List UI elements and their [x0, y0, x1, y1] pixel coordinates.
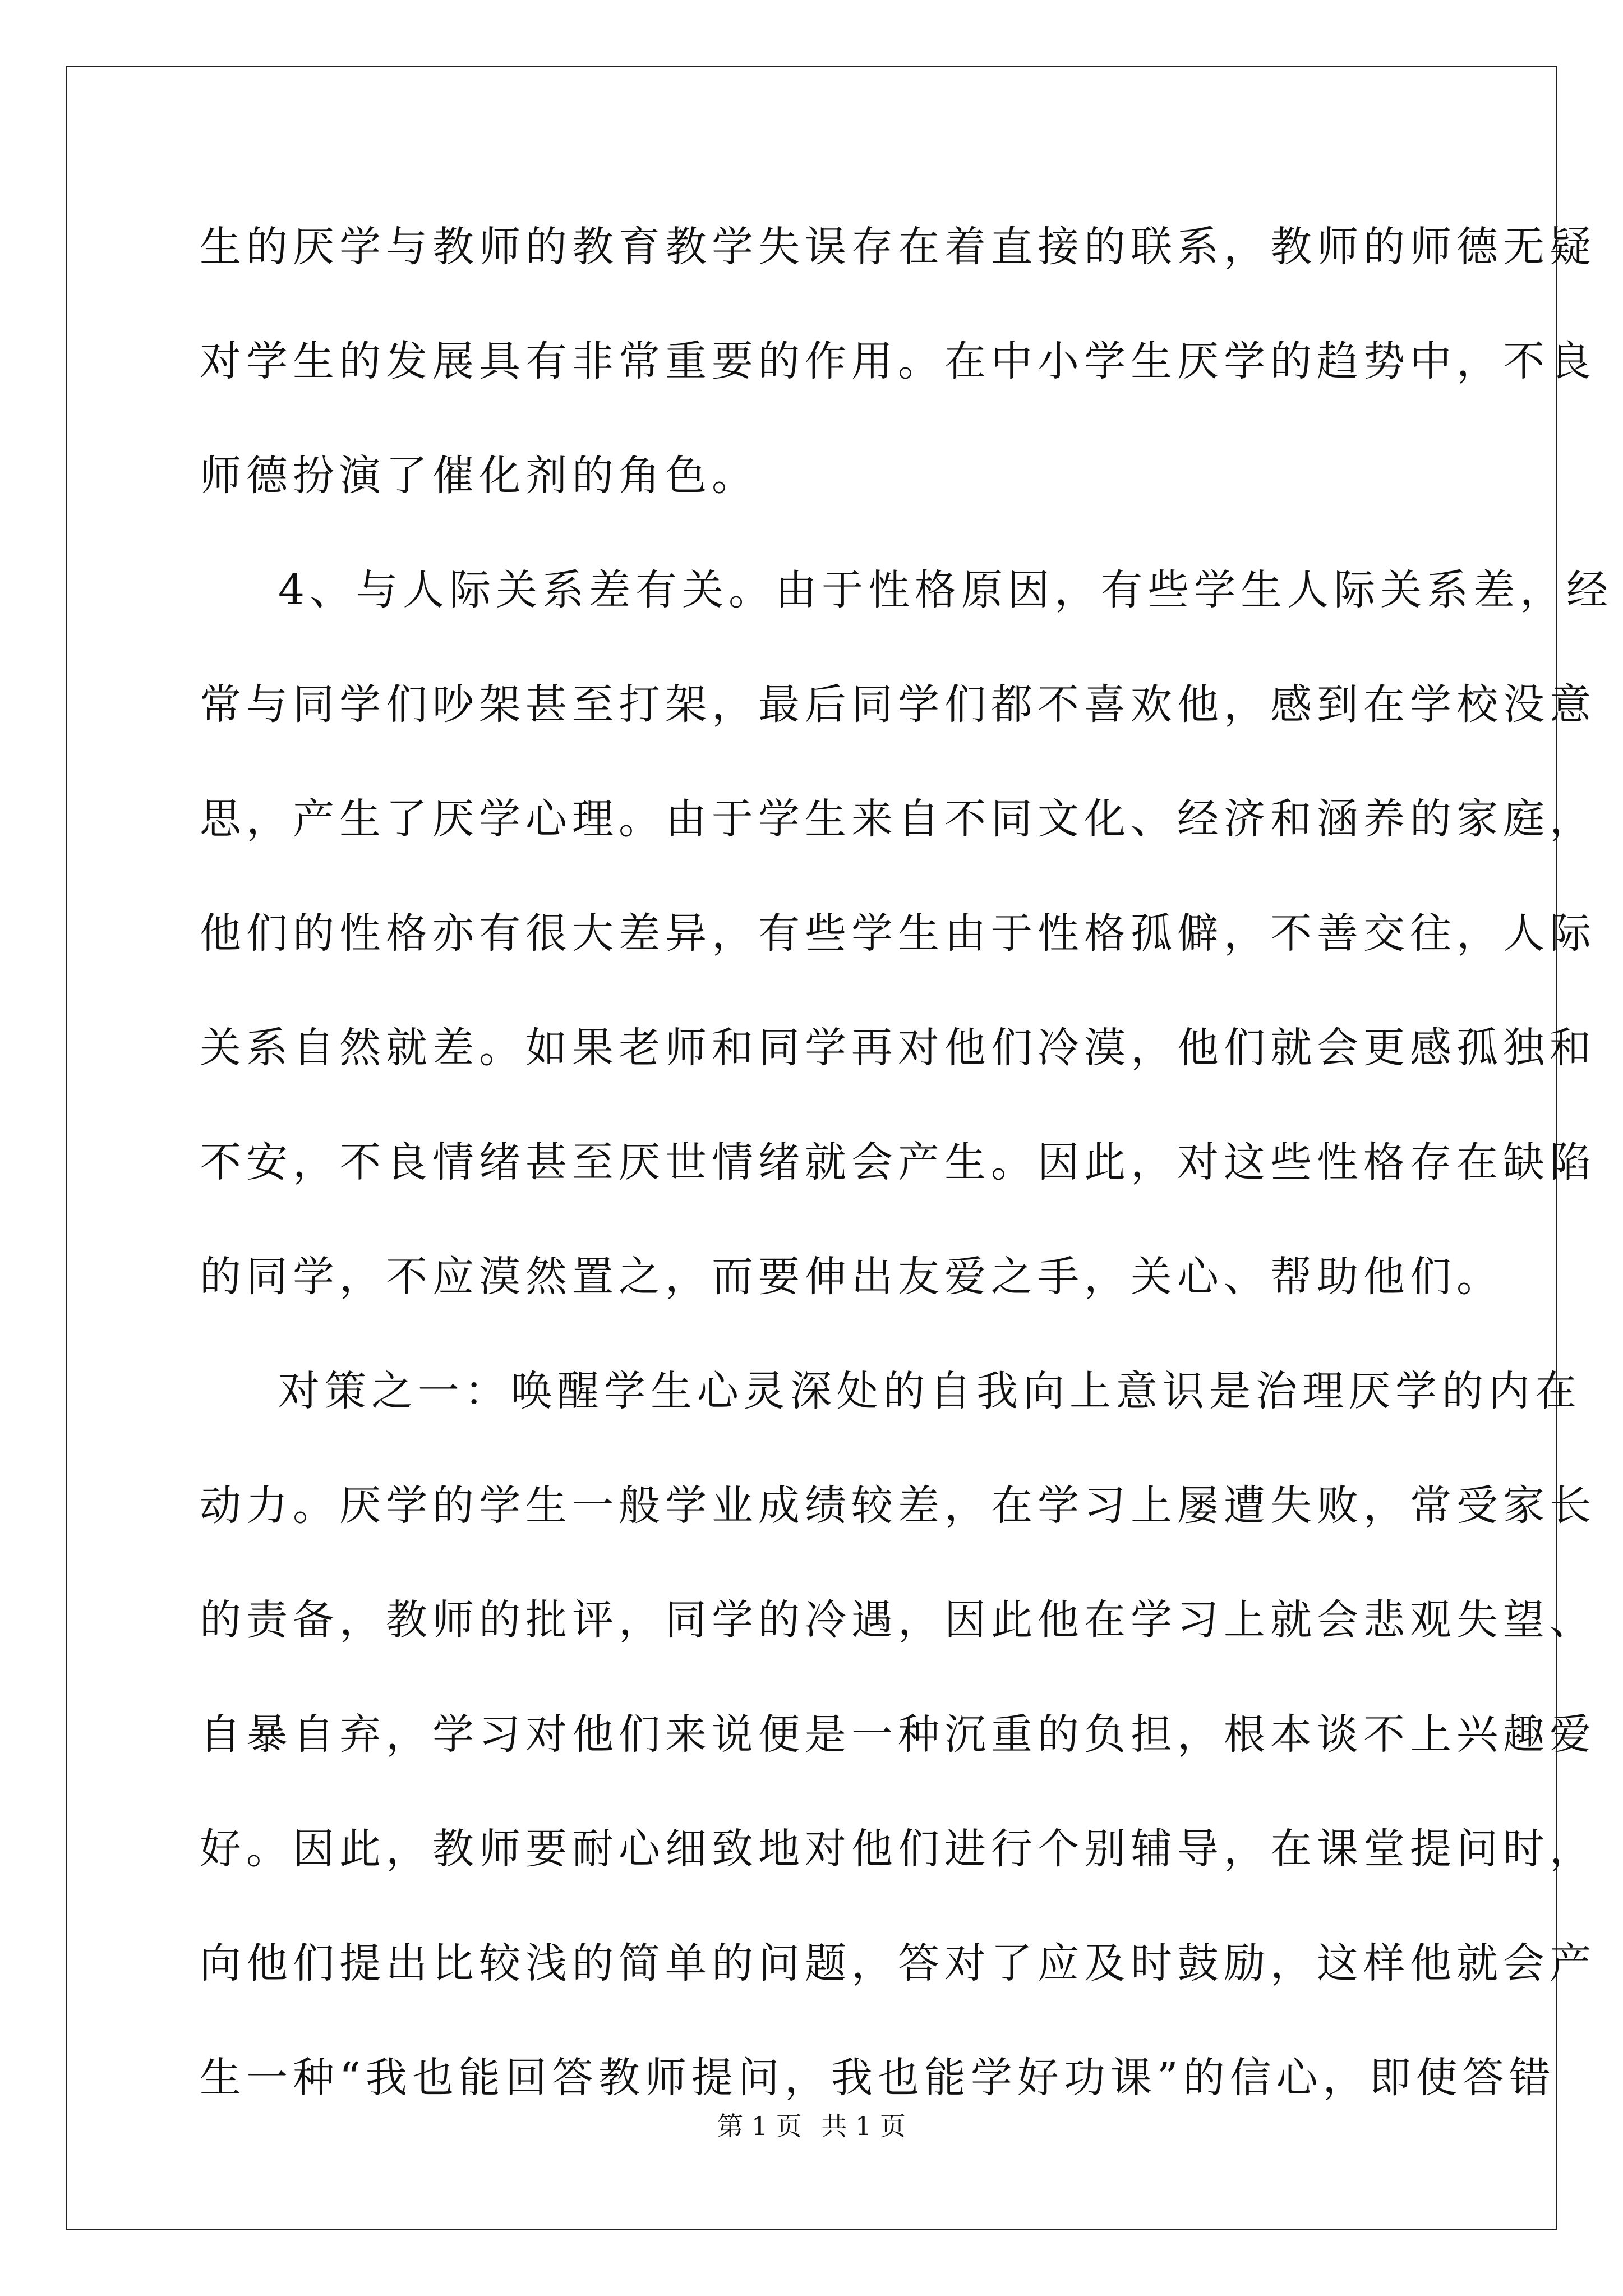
text-line: 的责备，教师的批评，同学的冷遇，因此他在学习上就会悲观失望、	[200, 1596, 1596, 1644]
text-line: 好。因此，教师要耐心细致地对他们进行个别辅导，在课堂提问时，	[200, 1825, 1596, 1873]
text-line: 他们的性格亦有很大差异，有些学生由于性格孤僻，不善交往，人际	[200, 909, 1596, 958]
text-line: 生的厌学与教师的教育教学失误存在着直接的联系，教师的师德无疑	[200, 223, 1596, 271]
text-line: 思，产生了厌学心理。由于学生来自不同文化、经济和涵养的家庭，	[200, 795, 1596, 843]
page-footer	[0, 2109, 1623, 2143]
text-line: 常与同学们吵架甚至打架，最后同学们都不喜欢他，感到在学校没意	[200, 680, 1596, 729]
page-number: 第 1 页	[717, 2111, 802, 2141]
text-line: 对学生的发展具有非常重要的作用。在中小学生厌学的趋势中，不良	[200, 337, 1596, 385]
text-line: 师德扮演了催化剂的角色。	[200, 452, 758, 500]
text-line: 动力。厌学的学生一般学业成绩较差，在学习上屡遭失败，常受家长	[200, 1481, 1596, 1530]
document-body	[200, 213, 1613, 2159]
paragraph-start-line: 4、与人际关系差有关。由于性格原因，有些学生人际关系差，经	[278, 566, 1613, 614]
text-line: 的同学，不应漠然置之，而要伸出友爱之手，关心、帮助他们。	[200, 1253, 1503, 1301]
text-line: 向他们提出比较浅的简单的问题，答对了应及时鼓励，这样他就会产	[200, 1939, 1596, 1987]
text-line: 自暴自弃，学习对他们来说便是一种沉重的负担，根本谈不上兴趣爱	[200, 1710, 1596, 1759]
text-line: 生一种“我也能回答教师提问，我也能学好功课”的信心，即使答错	[200, 2054, 1556, 2102]
text-line: 关系自然就差。如果老师和同学再对他们冷漠，他们就会更感孤独和	[200, 1024, 1596, 1072]
text-line: 不安，不良情绪甚至厌世情绪就会产生。因此，对这些性格存在缺陷	[200, 1138, 1596, 1186]
paragraph-start-line: 对策之一：唤醒学生心灵深处的自我向上意识是治理厌学的内在	[278, 1367, 1581, 1415]
page-total: 共 1 页	[821, 2111, 906, 2141]
